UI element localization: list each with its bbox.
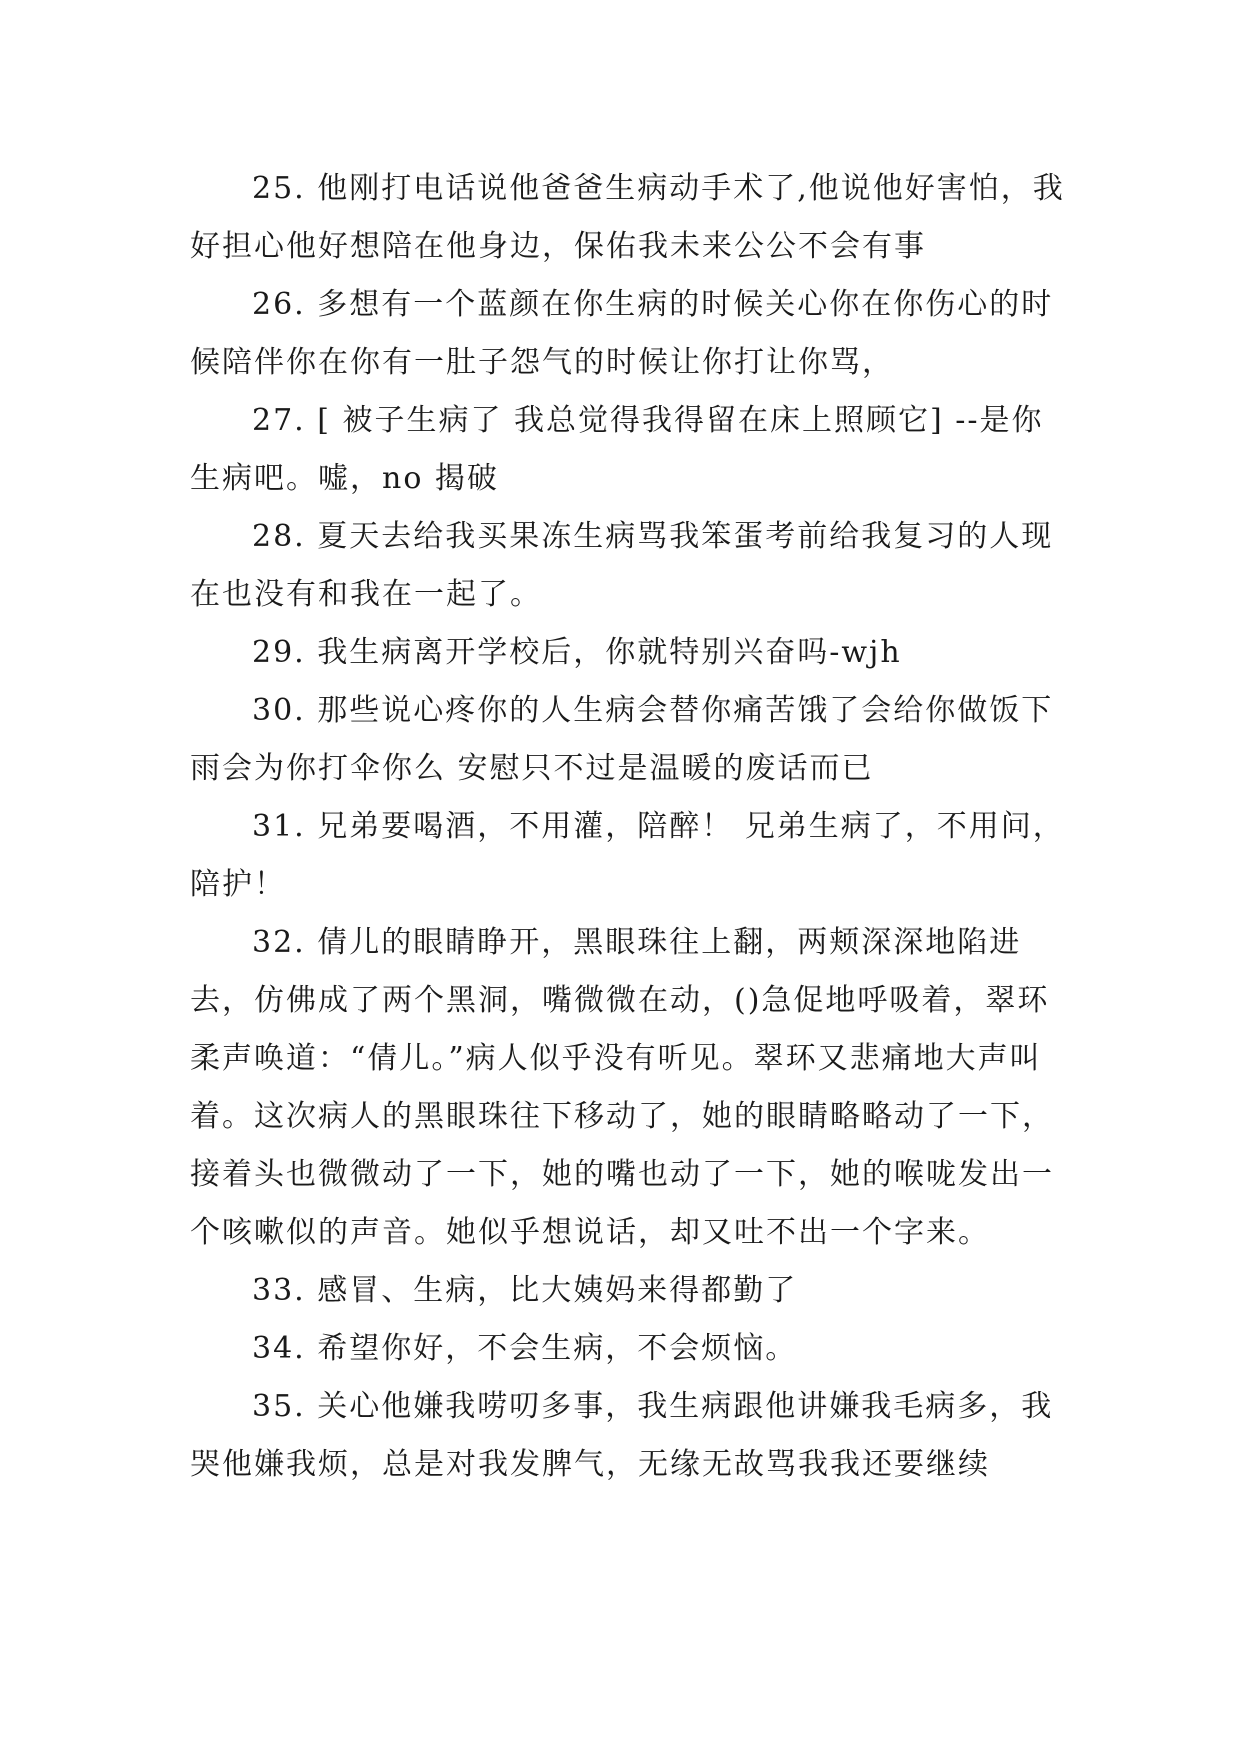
paragraph-33: 33. 感冒、生病，比大姨妈来得都勤了 [252, 1273, 798, 1308]
paragraph-26: 26. 多想有一个蓝颜在你生病的时候关心你在你伤心的时候陪伴你在你有一肚子怨气的时候让你打让你骂， [190, 287, 1054, 380]
paragraph-27: 27. [ 被子生病了 我总觉得我得留在床上照顾它] --是你生病吧。嘘，no 揭破 [190, 403, 1044, 496]
paragraph-25: 25. 他刚打电话说他爸爸生病动手术了,他说他好害怕，我好担心他好想陪在他身边，保佑我未来公公不会有事 [190, 171, 1065, 264]
paragraph-28: 28. 夏天去给我买果冻生病骂我笨蛋考前给我复习的人现在也没有和我在一起了。 [190, 519, 1054, 612]
paragraph-32: 32. 倩儿的眼睛睁开，黑眼珠往上翻，两颊深深地陷进去，仿佛成了两个黑洞，嘴微微在动，()急促地呼吸着，翠环柔声唤道：“倩儿。”病人似乎没有听见。翠环又悲痛地大声叫着。这次病人的黑眼珠往下移动了，她的眼睛略略动了一下，接着头也微微动了一下，她的嘴也动了一下，她的喉咙发出一个咳嗽似的声音。她似乎想说话，却又吐不出一个字来。 [190, 925, 1054, 1250]
paragraph-34: 34. 希望你好，不会生病，不会烦恼。 [252, 1331, 798, 1366]
document-body [190, 160, 1070, 1494]
paragraph-30: 30. 那些说心疼你的人生病会替你痛苦饿了会给你做饭下雨会为你打伞你么 安慰只不过是温暖的废话而已 [190, 693, 1054, 786]
paragraph-29: 29. 我生病离开学校后，你就特别兴奋吗-wjh [252, 635, 902, 670]
paragraph-31: 31. 兄弟要喝酒，不用灌，陪醉！ 兄弟生病了，不用问，陪护！ [190, 809, 1065, 902]
paragraph-35: 35. 关心他嫌我唠叨多事，我生病跟他讲嫌我毛病多，我哭他嫌我烦，总是对我发脾气，无缘无故骂我我还要继续 [190, 1389, 1054, 1482]
